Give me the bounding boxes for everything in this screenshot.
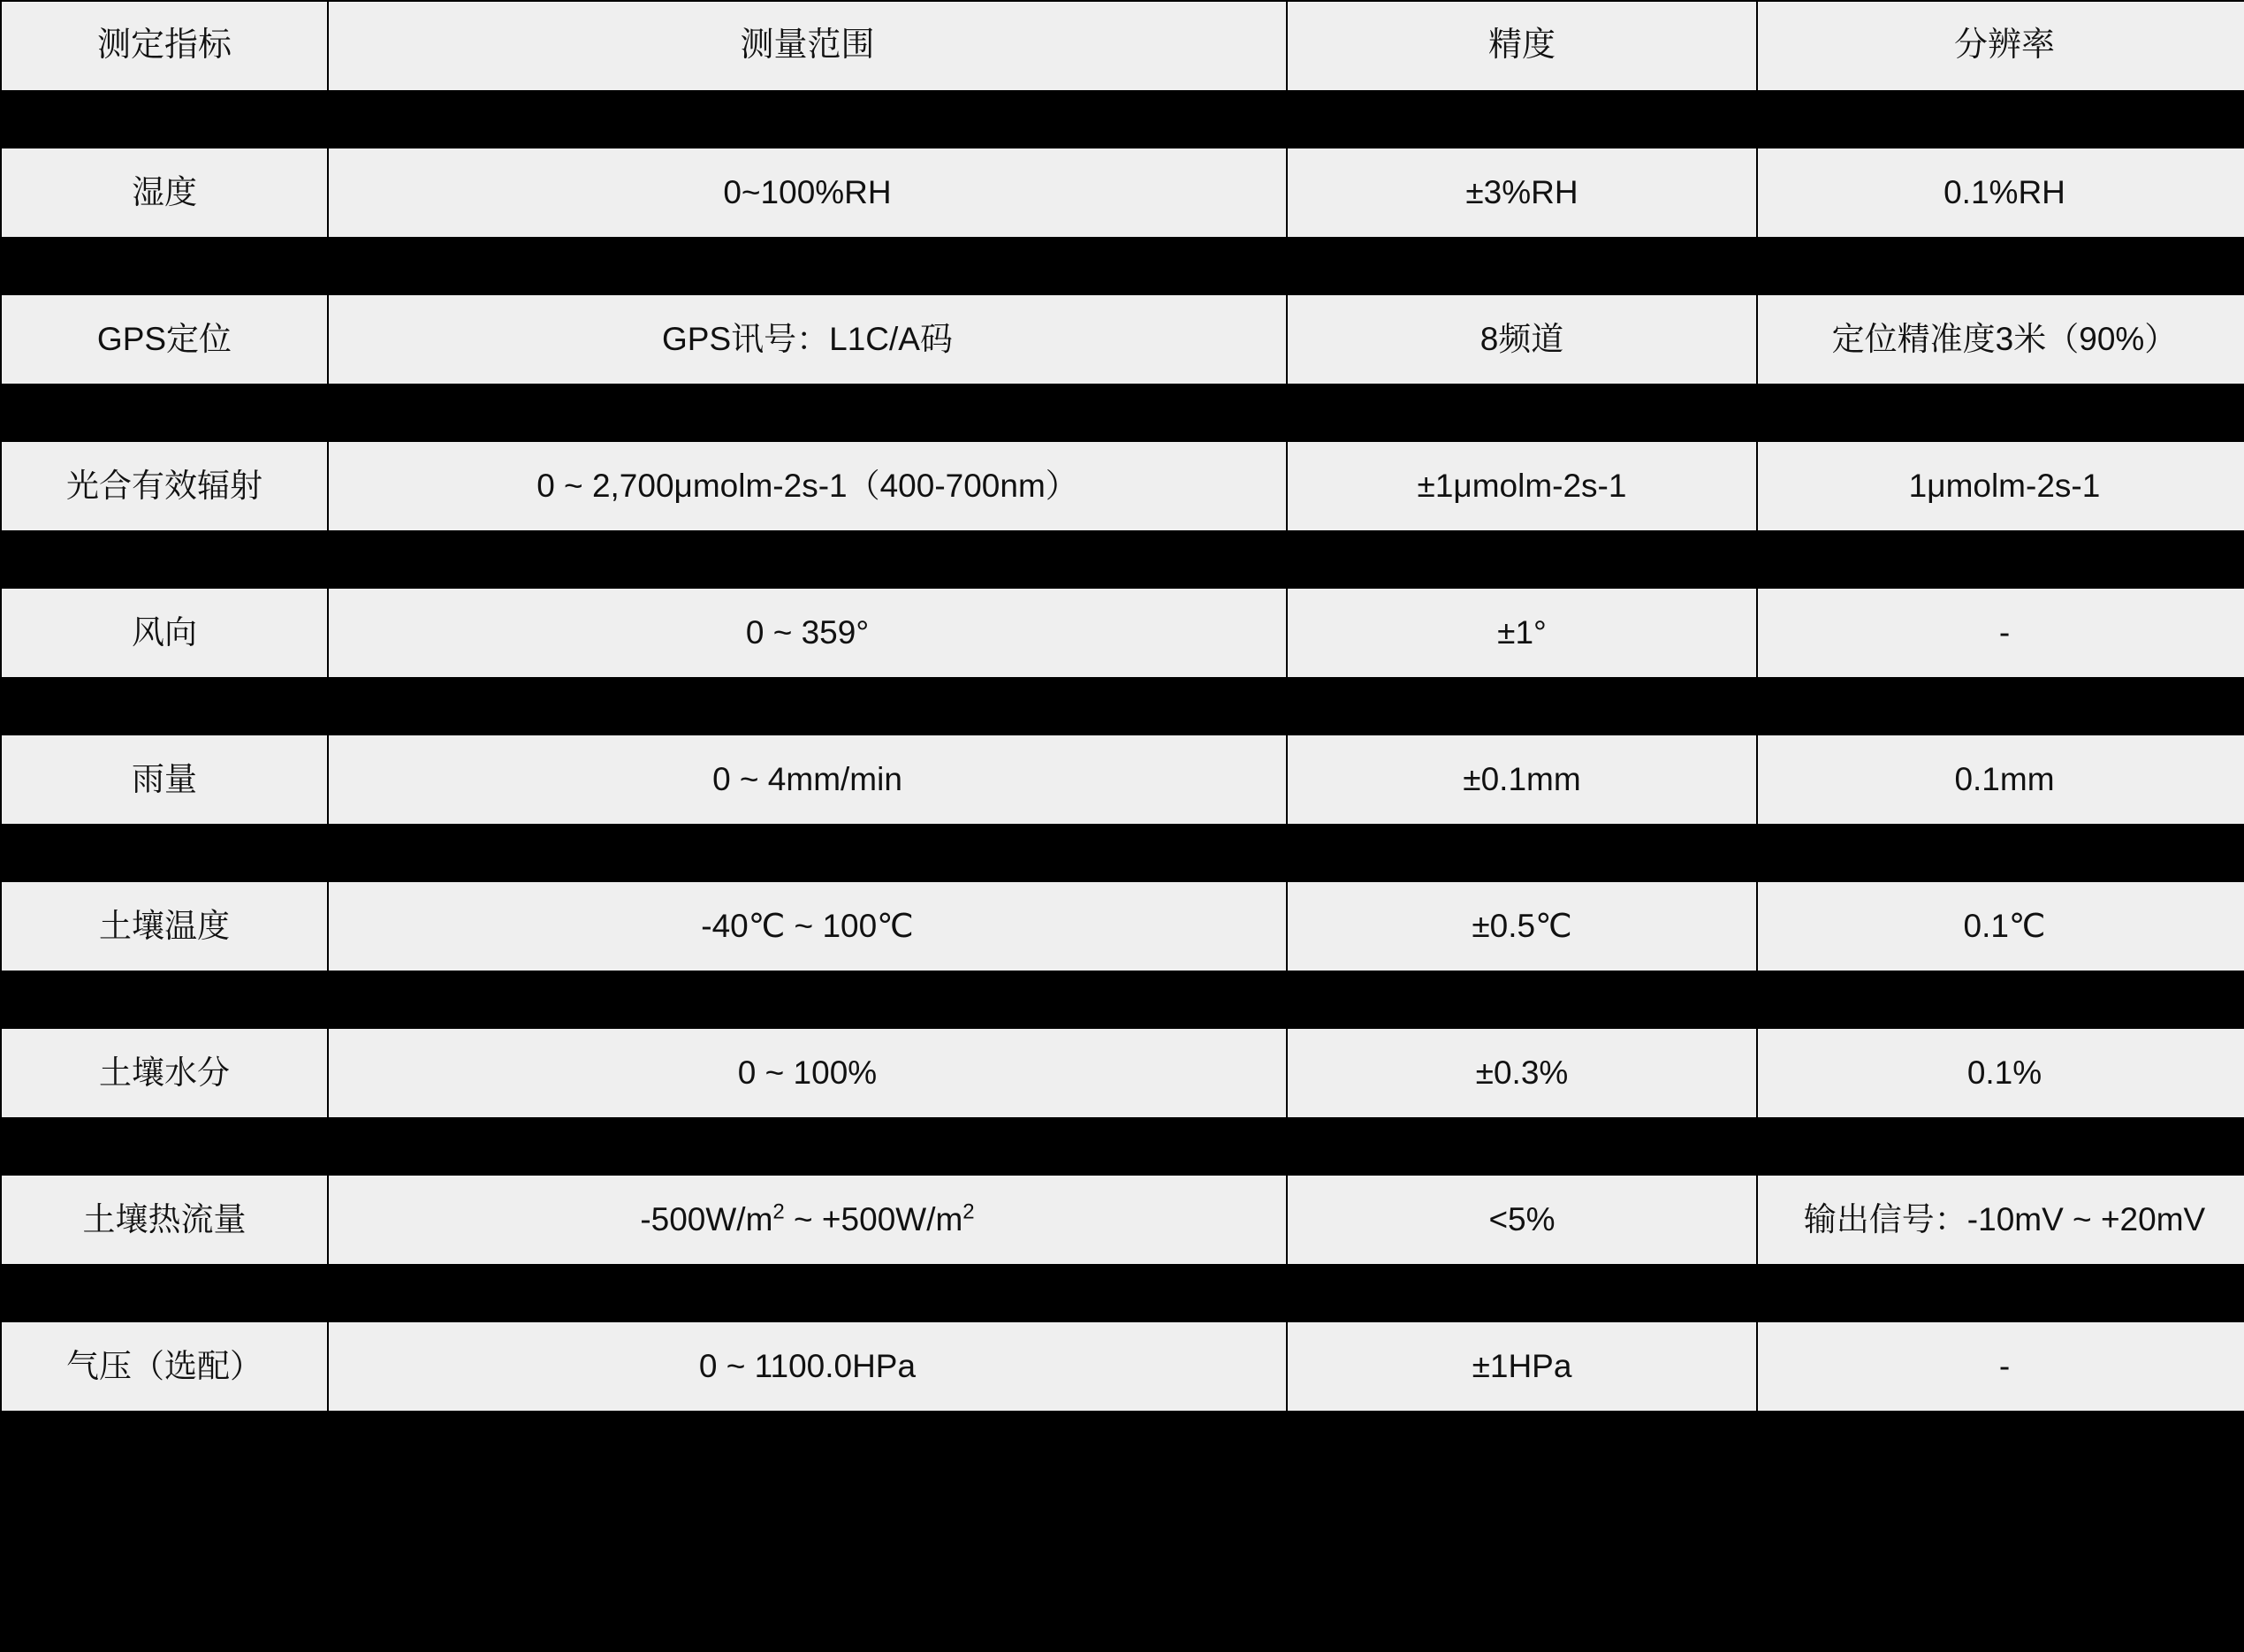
- cell-resolution: 输出信号：-10mV ~ +20mV: [1757, 1175, 2244, 1265]
- cell-indicator: 土壤水分: [1, 1028, 328, 1118]
- cell-accuracy: ±1°: [1287, 588, 1757, 678]
- cell-range: GPS讯号：L1C/A码: [328, 294, 1287, 384]
- cell-accuracy: ±1μmolm-2s-1: [1287, 441, 1757, 531]
- cell-indicator: 雨量: [1, 735, 328, 825]
- cell-resolution: -: [1757, 588, 2244, 678]
- cell-indicator: 光合有效辐射: [1, 441, 328, 531]
- column-header-indicator: 测定指标: [1, 1, 328, 91]
- row-separator-cell: [1, 678, 2244, 735]
- cell-resolution: 0.1%RH: [1757, 148, 2244, 238]
- cell-indicator: 风向: [1, 588, 328, 678]
- row-separator: [1, 971, 2244, 1028]
- column-header-resolution: 分辨率: [1757, 1, 2244, 91]
- table-row: [1, 588, 2244, 678]
- cell-range: 0 ~ 1100.0HPa: [328, 1321, 1287, 1412]
- cell-resolution: 0.1℃: [1757, 881, 2244, 971]
- cell-accuracy: ±0.5℃: [1287, 881, 1757, 971]
- table-row: [1, 294, 2244, 384]
- table-row: [1, 1028, 2244, 1118]
- cell-indicator: GPS定位: [1, 294, 328, 384]
- cell-resolution: -: [1757, 1321, 2244, 1412]
- row-separator-cell: [1, 1265, 2244, 1321]
- cell-resolution: 定位精准度3米（90%）: [1757, 294, 2244, 384]
- row-separator: [1, 678, 2244, 735]
- cell-indicator: 气压（选配）: [1, 1321, 328, 1412]
- row-separator: [1, 1265, 2244, 1321]
- cell-resolution: 1μmolm-2s-1: [1757, 441, 2244, 531]
- cell-accuracy: 8频道: [1287, 294, 1757, 384]
- row-separator-cell: [1, 1118, 2244, 1175]
- cell-range: 0 ~ 2,700μmolm-2s-1（400-700nm）: [328, 441, 1287, 531]
- row-separator: [1, 1118, 2244, 1175]
- row-separator: [1, 384, 2244, 441]
- cell-resolution: 0.1%: [1757, 1028, 2244, 1118]
- table-row: [1, 881, 2244, 971]
- table-row: [1, 441, 2244, 531]
- cell-indicator: 土壤温度: [1, 881, 328, 971]
- row-separator-cell: [1, 384, 2244, 441]
- cell-indicator: 土壤热流量: [1, 1175, 328, 1265]
- cell-range: 0~100%RH: [328, 148, 1287, 238]
- cell-range: $-500W/m^2$ ~ $+500W/m^2$: [328, 1175, 1287, 1265]
- column-header-accuracy: 精度: [1287, 1, 1757, 91]
- row-separator: [1, 825, 2244, 881]
- row-separator-cell: [1, 825, 2244, 881]
- cell-accuracy: ±0.3%: [1287, 1028, 1757, 1118]
- row-separator-cell: [1, 238, 2244, 294]
- cell-range: 0 ~ 4mm/min: [328, 735, 1287, 825]
- cell-accuracy: ±1HPa: [1287, 1321, 1757, 1412]
- table-row: [1, 1175, 2244, 1265]
- cell-accuracy: ±3%RH: [1287, 148, 1757, 238]
- cell-resolution: 0.1mm: [1757, 735, 2244, 825]
- cell-accuracy: ±0.1mm: [1287, 735, 1757, 825]
- row-separator-cell: [1, 971, 2244, 1028]
- row-separator: [1, 91, 2244, 148]
- table-header-row: [1, 1, 2244, 91]
- cell-indicator: 湿度: [1, 148, 328, 238]
- cell-range: 0 ~ 100%: [328, 1028, 1287, 1118]
- cell-accuracy: <5%: [1287, 1175, 1757, 1265]
- row-separator-cell: [1, 531, 2244, 588]
- row-separator: [1, 531, 2244, 588]
- column-header-range: 测量范围: [328, 1, 1287, 91]
- row-separator: [1, 238, 2244, 294]
- table-row: [1, 148, 2244, 238]
- cell-range: 0 ~ 359°: [328, 588, 1287, 678]
- table-row: [1, 735, 2244, 825]
- row-separator-cell: [1, 91, 2244, 148]
- cell-range: -40℃ ~ 100℃: [328, 881, 1287, 971]
- table-row: [1, 1321, 2244, 1412]
